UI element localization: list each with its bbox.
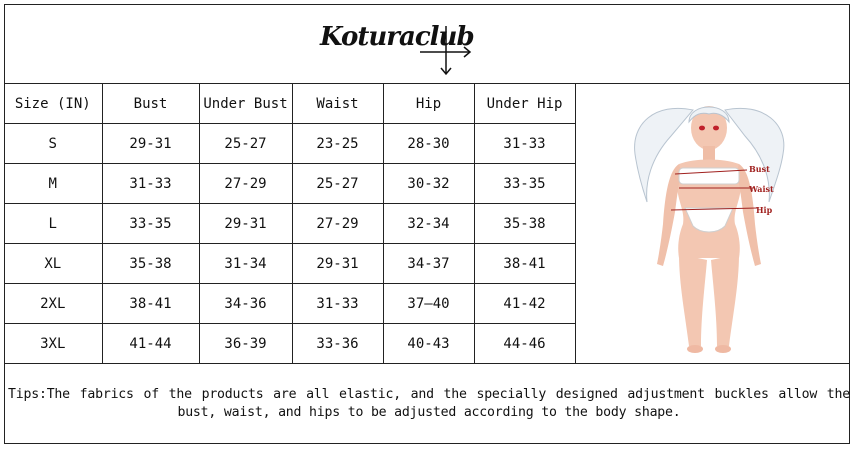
under-hip-cell: 31-33	[474, 124, 575, 164]
bust-cell: 38-41	[102, 284, 199, 324]
under-bust-cell: 27-29	[199, 164, 292, 204]
under-bust-cell: 31-34	[199, 244, 292, 284]
brand-logo	[320, 16, 475, 78]
header-waist: Waist	[292, 84, 383, 124]
hip-cell: 37—40	[383, 284, 474, 324]
under-hip-cell: 33-35	[474, 164, 575, 204]
header-hip: Hip	[383, 84, 474, 124]
bust-cell: 29-31	[102, 124, 199, 164]
waist-cell: 23-25	[292, 124, 383, 164]
size-cell: S	[4, 124, 102, 164]
under-bust-cell: 25-27	[199, 124, 292, 164]
hip-cell: 30-32	[383, 164, 474, 204]
hip-cell: 32-34	[383, 204, 474, 244]
bust-cell: 31-33	[102, 164, 199, 204]
table-row	[4, 164, 575, 204]
hip-cell: 34-37	[383, 244, 474, 284]
hip-cell: 40-43	[383, 324, 474, 364]
header-under-hip: Under Hip	[474, 84, 575, 124]
bust-cell: 41-44	[102, 324, 199, 364]
table-header-row	[4, 84, 575, 124]
under-bust-cell: 36-39	[199, 324, 292, 364]
table-row	[4, 204, 575, 244]
under-bust-cell: 29-31	[199, 204, 292, 244]
brand-name: Koturaclub	[320, 22, 474, 52]
hip-label: Hip	[756, 205, 773, 215]
under-hip-cell: 35-38	[474, 204, 575, 244]
under-hip-cell: 44-46	[474, 324, 575, 364]
under-hip-cell: 41-42	[474, 284, 575, 324]
table-row	[4, 124, 575, 164]
table-row	[4, 244, 575, 284]
header-size: Size (IN)	[4, 84, 102, 124]
body-measurement-figure	[575, 84, 850, 363]
waist-cell: 27-29	[292, 204, 383, 244]
under-bust-cell: 34-36	[199, 284, 292, 324]
size-cell: 2XL	[4, 284, 102, 324]
waist-cell: 29-31	[292, 244, 383, 284]
waist-cell: 25-27	[292, 164, 383, 204]
waist-label: Waist	[749, 184, 774, 194]
table-row	[4, 324, 575, 364]
size-cell: XL	[4, 244, 102, 284]
under-hip-cell: 38-41	[474, 244, 575, 284]
logo-arrow-icon	[320, 16, 475, 78]
hip-cell: 28-30	[383, 124, 474, 164]
tips-section	[4, 363, 850, 444]
header-under-bust: Under Bust	[199, 84, 292, 124]
bust-label: Bust	[749, 164, 770, 174]
header	[4, 4, 850, 84]
bust-cell: 33-35	[102, 204, 199, 244]
size-table	[4, 84, 576, 364]
header-bust: Bust	[102, 84, 199, 124]
tips-text: Tips:The fabrics of the products are all elastic, and the specially designed adjustment buckles allow the bust, waist, and hips to be adjusted according to the body shape.	[8, 387, 850, 420]
bust-cell: 35-38	[102, 244, 199, 284]
size-cell: 3XL	[4, 324, 102, 364]
size-cell: M	[4, 164, 102, 204]
waist-cell: 33-36	[292, 324, 383, 364]
waist-cell: 31-33	[292, 284, 383, 324]
table-row	[4, 284, 575, 324]
body-illustration	[575, 84, 850, 363]
size-cell: L	[4, 204, 102, 244]
